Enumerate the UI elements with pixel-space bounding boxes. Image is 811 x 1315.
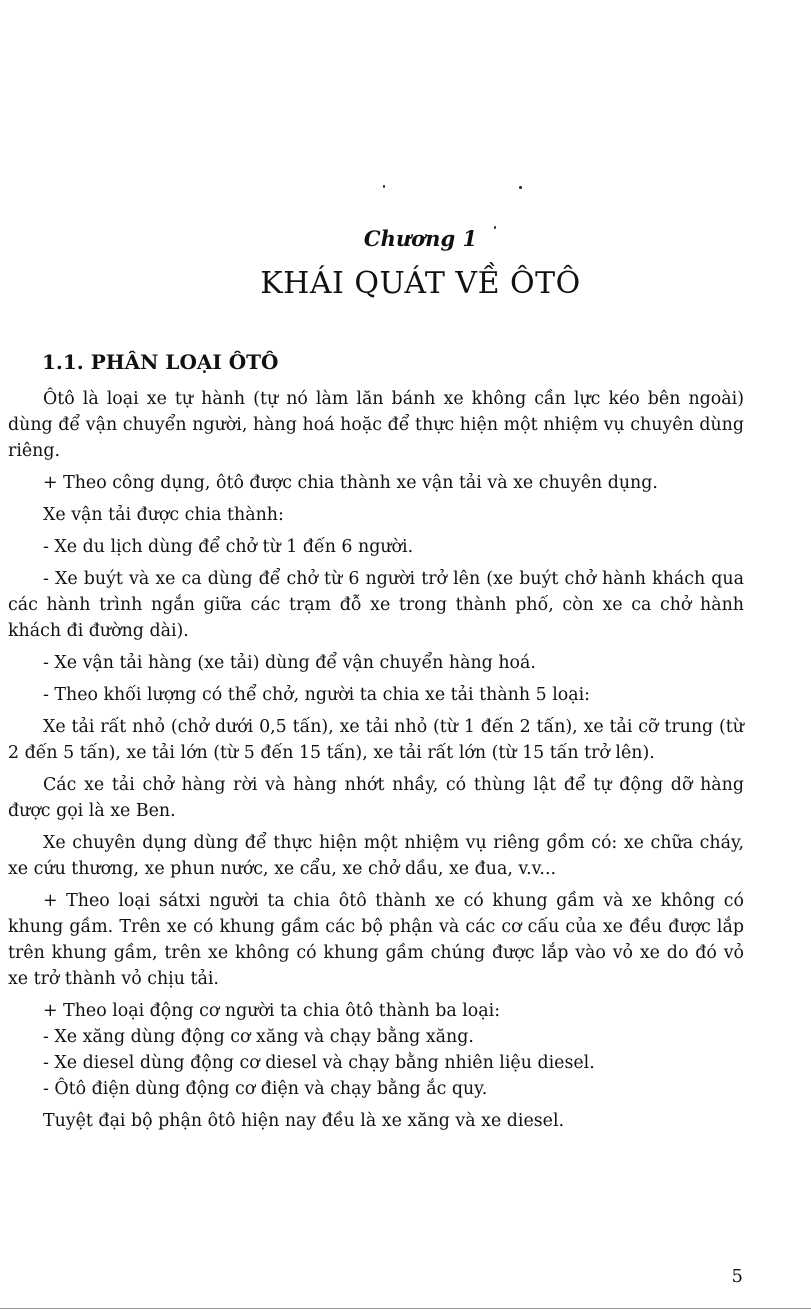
scan-speck	[519, 186, 522, 189]
paragraph: - Ôtô điện dùng động cơ điện và chạy bằng ắc quy.	[43, 1079, 488, 1099]
page-number: 5	[731, 1266, 743, 1287]
paragraph: - Xe buýt và xe ca dùng để chở từ 6 người trở lên (xe buýt chở hành khách qua các hành trình ngắn giữa các trạm đỗ xe trong thành phố, còn xe ca chở hành khách đi đường dài).	[8, 569, 744, 641]
paragraph: Tuyệt đại bộ phận ôtô hiện nay đều là xe xăng và xe diesel.	[43, 1111, 565, 1131]
body-text	[8, 386, 744, 1140]
scan-speck	[383, 185, 385, 188]
paragraph: + Theo loại động cơ người ta chia ôtô thành ba loại:	[43, 1001, 501, 1021]
paragraph: Xe chuyên dụng dùng để thực hiện một nhiệm vụ riêng gồm có: xe chữa cháy, xe cứu thương, xe phun nước, xe cẩu, xe chở dầu, xe đua, v.v...	[8, 833, 744, 879]
paragraph: + Theo công dụng, ôtô được chia thành xe vận tải và xe chuyên dụng.	[43, 473, 658, 493]
paragraph: - Xe du lịch dùng để chở từ 1 đến 6 người.	[43, 537, 414, 557]
paragraph: Ôtô là loại xe tự hành (tự nó làm lăn bánh xe không cần lực kéo bên ngoài) dùng để vận chuyển người, hàng hoá hoặc để thực hiện một nhiệm vụ chuyên dùng riêng.	[8, 389, 744, 461]
paragraph: Xe vận tải được chia thành:	[43, 505, 284, 525]
paragraph: - Xe diesel dùng động cơ diesel và chạy bằng nhiên liệu diesel.	[43, 1053, 595, 1073]
chapter-title: KHÁI QUÁT VỀ ÔTÔ	[260, 266, 581, 301]
paragraph: - Theo khối lượng có thể chở, người ta chia xe tải thành 5 loại:	[43, 685, 591, 705]
paragraph: Các xe tải chở hàng rời và hàng nhớt nhầy, có thùng lật để tự động dỡ hàng được gọi là xe Ben.	[8, 775, 744, 821]
chapter-label: Chương 1	[363, 226, 478, 251]
section-heading: 1.1. PHÂN LOẠI ÔTÔ	[42, 350, 279, 374]
paragraph: Xe tải rất nhỏ (chở dưới 0,5 tấn), xe tải nhỏ (từ 1 đến 2 tấn), xe tải cỡ trung (từ 2 đến 5 tấn), xe tải lớn (từ 5 đến 15 tấn), xe tải rất lớn (từ 15 tấn trở lên).	[8, 717, 744, 763]
paragraph: + Theo loại sátxi người ta chia ôtô thành xe có khung gầm và xe không có khung gầm. Trên xe có khung gầm các bộ phận và các cơ cấu của xe đều được lắp trên khung gầm, trên xe không có khung gầm chúng được lắp vào vỏ xe do đó vỏ xe trở thành vỏ chịu tải.	[8, 891, 744, 989]
scan-edge-rule	[0, 1308, 811, 1309]
paragraph: - Xe vận tải hàng (xe tải) dùng để vận chuyển hàng hoá.	[43, 653, 536, 673]
paragraph: - Xe xăng dùng động cơ xăng và chạy bằng xăng.	[43, 1027, 474, 1047]
